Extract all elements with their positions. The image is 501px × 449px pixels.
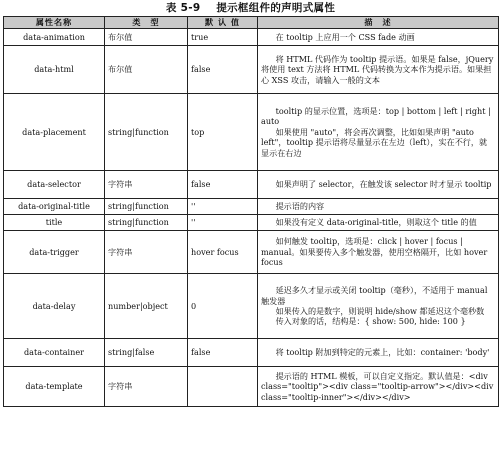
- attr-name: data-animation: [4, 29, 105, 46]
- attr-default: hover focus: [188, 231, 258, 274]
- table-row: [4, 29, 499, 46]
- attr-description: [258, 274, 499, 339]
- table-header-row: [4, 17, 499, 29]
- attr-default: 0: [188, 274, 258, 339]
- attributes-table: [3, 16, 499, 407]
- description-line: 延迟多久才显示或关闭 tooltip（毫秒），不适用于 manual 触发器: [261, 285, 488, 306]
- caption-number: 表 5-9: [165, 2, 201, 14]
- attr-type: 字符串: [105, 367, 188, 407]
- attr-name: data-html: [4, 46, 105, 94]
- table-row: [4, 339, 499, 367]
- attr-type: string|function: [105, 199, 188, 215]
- description-line: 如果没有定义 data-original-title，则取这个 title 的值: [275, 217, 477, 228]
- attr-name: data-selector: [4, 171, 105, 199]
- attr-default: '': [188, 199, 258, 215]
- header-default: 默 认 值: [188, 17, 258, 29]
- table-caption: [3, 2, 498, 15]
- table-row: [4, 367, 499, 407]
- table-row: [4, 171, 499, 199]
- header-description: 描 述: [258, 17, 499, 29]
- attr-name: data-template: [4, 367, 105, 407]
- description-line: 传入对象的话，结构是：{ show: 500, hide: 100 }: [275, 316, 466, 327]
- attr-type: string|function: [105, 94, 188, 171]
- attr-name: data-container: [4, 339, 105, 367]
- attr-default: true: [188, 29, 258, 46]
- description-line: 如果使用 "auto"，将会再次调整，比如如果声明 "auto left"，tooltip 提示语将尽量显示在左边（left），实在不行，就显示在右边: [261, 126, 488, 158]
- attr-name: data-placement: [4, 94, 105, 171]
- description-line: tooltip 的显示位置，选项是：top | bottom | left | right | auto: [261, 105, 491, 127]
- attr-name: data-original-title: [4, 199, 105, 215]
- attr-type: 布尔值: [105, 29, 188, 46]
- table-row: [4, 215, 499, 231]
- description-line: 如果声明了 selector，在触发该 selector 时才显示 tooltip: [275, 179, 492, 190]
- attr-type: 字符串: [105, 171, 188, 199]
- attr-description: [258, 367, 499, 407]
- attr-description: [258, 29, 499, 46]
- description-line: 提示语的 HTML 模板，可以自定义指定。默认值是：<div class="tooltip"><div class="tooltip-arrow"></div><div class="tooltip-inner"></div></div>: [261, 370, 494, 402]
- attr-default: [188, 367, 258, 407]
- attr-type: 字符串: [105, 231, 188, 274]
- table-row: [4, 274, 499, 339]
- attr-description: [258, 215, 499, 231]
- attr-type: string|false: [105, 339, 188, 367]
- description-line: 在 tooltip 上应用一个 CSS fade 动画: [275, 31, 415, 42]
- table-row: [4, 46, 499, 94]
- attr-type: 布尔值: [105, 46, 188, 94]
- attr-description: [258, 231, 499, 274]
- table-row: [4, 199, 499, 215]
- attr-default: false: [188, 339, 258, 367]
- table-row: [4, 94, 499, 171]
- attr-type: string|function: [105, 215, 188, 231]
- description-line: 将 tooltip 附加到特定的元素上，比如：container: 'body': [275, 347, 490, 358]
- header-name: 属性名称: [4, 17, 105, 29]
- attr-description: [258, 171, 499, 199]
- attr-default: '': [188, 215, 258, 231]
- attr-name: data-trigger: [4, 231, 105, 274]
- table-row: [4, 231, 499, 274]
- attr-default: false: [188, 46, 258, 94]
- attr-type: number|object: [105, 274, 188, 339]
- attr-default: false: [188, 171, 258, 199]
- attr-description: [258, 94, 499, 171]
- description-line: 如果传入的是数字，则说明 hide/show 都延迟这个毫秒数: [275, 306, 485, 316]
- attr-default: top: [188, 94, 258, 171]
- description-line: 将 HTML 代码作为 tooltip 提示语。如果是 false，jQuery 将使用 text 方法将 HTML 代码转换为文本作为提示语。如果担心 XSS 攻击，请输入一般的文本: [261, 53, 494, 85]
- caption-title: 提示框组件的声明式属性: [216, 2, 336, 14]
- description-line: 提示语的内容: [275, 201, 325, 212]
- attr-name: title: [4, 215, 105, 231]
- attr-description: [258, 199, 499, 215]
- attr-description: [258, 339, 499, 367]
- description-line: 如何触发 tooltip，选项是：click | hover | focus | manual。如果要传入多个触发器，使用空格隔开，比如 hover focus: [261, 236, 488, 268]
- header-type: 类 型: [105, 17, 188, 29]
- attr-name: data-delay: [4, 274, 105, 339]
- attr-description: [258, 46, 499, 94]
